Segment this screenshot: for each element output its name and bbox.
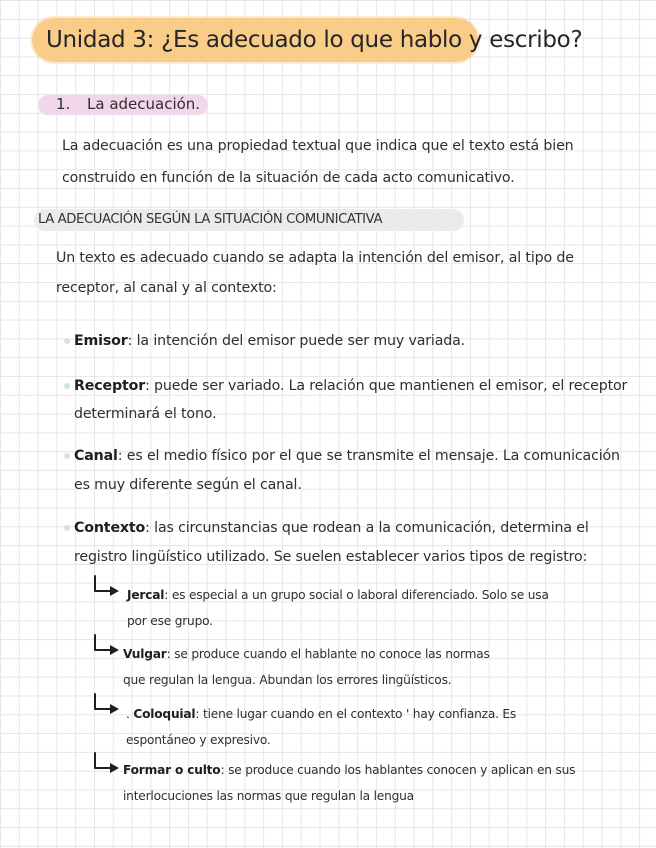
register-jercal-line-1 <box>127 586 549 604</box>
definition-line-1: La adecuación es una propiedad textual que indica que el texto está bien <box>62 138 574 154</box>
item-text: : las circunstancias que rodean a la comunicación, determina el <box>145 520 589 536</box>
register-text: : tiene lugar cuando en el contexto ' hay confianza. Es <box>195 707 517 721</box>
register-term: Formar o culto <box>123 763 221 777</box>
bullet-dot <box>64 453 70 459</box>
bullet-dot <box>64 383 70 389</box>
register-text: : se produce cuando los hablantes conocen y aplican en sus <box>220 763 576 777</box>
register-text: : se produce cuando el hablante no conoce las normas <box>166 647 490 661</box>
arrow-right-icon <box>92 752 122 774</box>
arrow-right-icon <box>92 634 122 656</box>
section-number: 1. <box>56 95 71 113</box>
page-title: Unidad 3: ¿Es adecuado lo que hablo y escribo? <box>46 27 583 53</box>
register-term: Vulgar <box>123 647 167 661</box>
item-term: Contexto <box>74 520 146 536</box>
register-jercal-line-2: por ese grupo. <box>127 614 213 628</box>
register-coloquial-line-1 <box>126 705 516 723</box>
register-prefix: . <box>126 707 134 721</box>
register-vulgar-line-2: que regulan la lengua. Abundan los errores lingüísticos. <box>123 673 452 687</box>
arrow-right-icon <box>92 693 122 715</box>
item-canal-line-1 <box>74 446 620 466</box>
intro-line-2: receptor, al canal y al contexto: <box>56 280 277 296</box>
item-receptor-line-1 <box>74 376 627 396</box>
section-title: La adecuación. <box>87 95 201 113</box>
register-term: Jercal <box>127 588 165 602</box>
item-canal-line-2: es muy diferente según el canal. <box>74 477 302 493</box>
register-vulgar-line-1 <box>123 645 490 663</box>
item-term: Canal <box>74 448 118 464</box>
register-term: Coloquial <box>133 707 196 721</box>
arrow-right-icon <box>92 575 122 597</box>
bullet-dot <box>64 525 70 531</box>
item-receptor-line-2: determinará el tono. <box>74 406 217 422</box>
register-culto-line-2: interlocuciones las normas que regulan la lengua <box>123 789 414 803</box>
item-text: : es el medio físico por el que se transmite el mensaje. La comunicación <box>117 448 620 464</box>
item-text: : puede ser variado. La relación que mantienen el emisor, el receptor <box>145 378 628 394</box>
bullet-dot <box>64 338 70 344</box>
item-text: : la intención del emisor puede ser muy variada. <box>127 333 466 349</box>
item-term: Receptor <box>74 378 146 394</box>
definition-line-2: construido en función de la situación de cada acto comunicativo. <box>62 170 515 186</box>
item-contexto-line-2: registro lingüístico utilizado. Se suelen establecer varios tipos de registro: <box>74 549 588 565</box>
register-text: : es especial a un grupo social o laboral diferenciado. Solo se usa <box>164 588 549 602</box>
item-emisor-line-1 <box>74 331 465 351</box>
register-coloquial-line-2: espontáneo y expresivo. <box>126 733 271 747</box>
item-contexto-line-1 <box>74 518 589 538</box>
intro-line-1: Un texto es adecuado cuando se adapta la intención del emisor, al tipo de <box>56 250 574 266</box>
item-term: Emisor <box>74 333 128 349</box>
register-culto-line-1 <box>123 761 575 779</box>
section-heading: LA ADECUACIÓN SEGÚN LA SITUACIÓN COMUNICATIVA <box>38 212 383 227</box>
